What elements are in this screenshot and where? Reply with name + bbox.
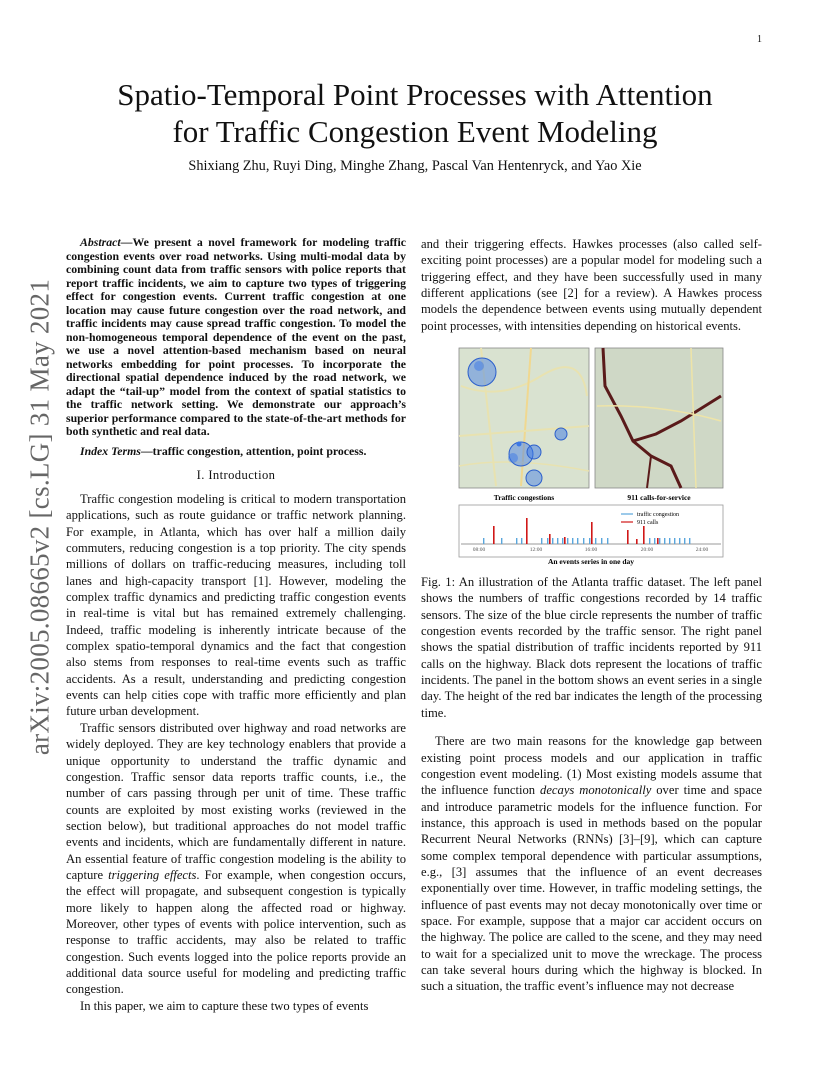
arxiv-stamp-text: arXiv:2005.08665v2 [cs.LG] 31 May 2021 [24,278,55,756]
xtick-2400: 24:00 [695,547,709,554]
right-column [421,236,762,995]
timeline-congestion-bar [567,538,568,544]
right-p2-text-a: There are two main reasons for the knowledge gap between existing point process models and our application in traffic congestion event modeling. (1) Most existing models assume that the influence function [421,734,762,798]
index-terms-label: Index Terms [80,443,141,458]
timeline-congestion-bar [659,538,660,544]
timeline-call-bar [627,530,629,544]
timeline-congestion-bar [541,538,542,544]
intro-paragraph-3: In this paper, we aim to capture these two types of events [80,998,369,1013]
timeline-congestion-bar [583,538,584,544]
timeline-congestion-bar [557,538,558,544]
timeline-congestion-bar [649,538,650,544]
right-p2-text-b: over time and space and introduce parametric models for the influence function. For instance, this approach is used in methods based on the popular Recurrent Neural Networks (RNNs) [3]–[9], which can capture some complex temporal dependence with particular assumptions, e.g., [3] assumes that the influence of an event decreases exponentially over time. However, in traffic modeling settings, the influence of past events may not decay monotonically over time or space. For example, suppose that a major car accident occurs on the highway. The police are called to the scene, and they may need to wait for a specialized unit to move the wreckage. The process can take several hours during which the highway is blocked. In such a situation, the traffic event’s influence may not decrease [421,783,762,994]
abstract [66,236,406,439]
right-map-panel [595,348,723,488]
left-map-panel [459,348,589,488]
authors: Shixiang Zhu, Ruyi Ding, Minghe Zhang, Pascal Van Hentenryck, and Yao Xie [188,158,642,174]
intro-p2-emphasis: triggering effects [108,867,197,882]
timeline-congestion-bar [674,538,675,544]
timeline-call-bar [549,534,551,544]
right-paragraph-1: and their triggering effects. Hawkes processes (also called self-exciting point processes) are a popular model for modeling such a triggering effect, and they have been successfully used in many different applications (see [2] for a review). A Hawkes process models the dependence between events using mutually dependent point processes, with intensities depending on historical events. [421,237,762,333]
timeline-congestion-bar [501,538,502,544]
timeline-call-bar [564,537,566,544]
timeline-call-bar [657,538,659,544]
left-panel-label: Traffic congestions [493,493,555,503]
title-line-2: for Traffic Congestion Event Modeling [172,114,658,149]
legend-calls: 911 calls [637,520,659,527]
timeline-congestion-bar [679,538,680,544]
xtick-1200: 12:00 [529,547,543,554]
timeline-congestion-bar [516,538,517,544]
left-column [66,236,406,1014]
xtick-0800: 08:00 [472,547,486,554]
index-terms-text: —traffic congestion, attention, point process. [140,443,367,458]
timeline-congestion-bar [483,538,484,544]
timeline-congestion-bar [552,538,553,544]
right-panel-label: 911 calls-for-service [627,493,691,503]
figure-1 [421,346,762,566]
timeline-congestion-bar [689,538,690,544]
timeline-congestion-bar [654,538,655,544]
arxiv-stamp [20,278,60,756]
timeline-congestion-bar [595,538,596,544]
xtick-2000: 20:00 [640,547,654,554]
intro-paragraph-2 [66,720,406,998]
abstract-text: —We present a novel framework for modeling traffic congestion events over road networks. Using multi-modal data by combining count data from traffic sensors with police reports that report traffic incidents, we aim to capture two types of triggering effect for congestion events. Current traffic congestion at one location may cause future congestion over the road network, and traffic incidents may cause spread traffic congestion. To model the non-homogeneous temporal dependence of the event on the past, we use a novel attention-based mechanism based on neural networks embedding for point processes. To incorporate the directional spatial dependence induced by the road network, we adapt the “tail-up” model from the context of spatial statistics to the traffic network setting. We demonstrate our approach’s superior performance compared to the state-of-the-art methods for both synthetic and real data. [66,235,406,438]
right-paragraph-2 [421,733,762,995]
timeline-congestion-bar [684,538,685,544]
title-line-1: Spatio-Temporal Point Processes with Attention [117,77,713,112]
index-terms [66,445,406,459]
event-series-panel [459,505,723,557]
timeline-congestion-bar [607,538,608,544]
page-number: 1 [757,34,762,45]
timeline-congestion-bar [669,538,670,544]
right-p2-emphasis: decays monotonically [540,783,652,798]
figure-graphic [421,346,762,566]
intro-p2-text-b: . For example, when congestion occurs, the effect will propagate, and subsequent congestion is typically more likely to happen along the affected road or highway. Moreover, other types of events with police intervention, such as response to traffic accidents, may also be related to traffic congestion. Such events logged into the police reports provide an additional data source useful for modeling and predicting traffic congestion. [66,867,406,997]
timeline-call-bar [526,518,528,544]
timeline-congestion-bar [562,538,563,544]
paper-title [60,76,770,150]
timeline-call-bar [591,522,593,544]
timeline-congestion-bar [577,538,578,544]
timeline-call-bar [493,526,495,544]
xtick-1600: 16:00 [584,547,598,554]
timeline-xlabel: An events series in one day [547,557,635,567]
legend-congestion: traffic congestion [637,512,680,519]
intro-p2-text-a: Traffic sensors distributed over highway and road networks are widely deployed. They are key technology enablers that provide a unique opportunity to understand the traffic dynamic and congestion. Traffic sensor data reports traffic counts, i.e., the number of cars passing through per unit of time. These traffic counts are exploited by most existing works (reviewed in the section below), but traditional approaches do not model traffic events and incidents, which are fundamentally different in nature. An essential feature of traffic congestion modeling is the ability to capture [66,720,406,882]
timeline-congestion-bar [547,538,548,544]
section-heading: I. Introduction [196,468,276,482]
figure-caption: Fig. 1: An illustration of the Atlanta traffic dataset. The left panel shows the numbers of traffic congestions recorded by 14 traffic sensors. The size of the blue circle represents the number of traffic congestion events recorded by the traffic sensor. The right panel shows the spatial distribution of traffic incidents reported by 911 calls on the highway. Black dots represent the locations of traffic incidents. The panel in the bottom shows an event series in a single day. The height of the red bar indicates the length of the processing time. [421,575,762,720]
timeline-call-bar [636,539,638,544]
timeline-congestion-bar [664,538,665,544]
abstract-label: Abstract [80,235,121,249]
timeline-congestion-bar [521,538,522,544]
timeline-congestion-bar [572,538,573,544]
timeline-congestion-bar [589,538,590,544]
intro-paragraph-1: Traffic congestion modeling is critical to modern transportation applications, such as route guidance or traffic network planning. For example, in Atlanta, which has over half a million daily commuters, reducing congestion is a top priority. The city spends millions of dollars on traffic-reducing measures, including toll lanes and high-capacity transport [1]. However, modeling the complex traffic dynamics and predicting traffic congestion events in real-time is vital but has remained extremely challenging. Indeed, traffic modeling is inherently intricate because of the complex spatio-temporal dynamics and the fact that congestion also stems from responses to real-time events such as traffic accidents. As a result, understanding and predicting congestion events can help cities cope with traffic more efficiently and plan future urban development. [66,492,406,719]
timeline-call-bar [643,526,645,544]
timeline-congestion-bar [601,538,602,544]
